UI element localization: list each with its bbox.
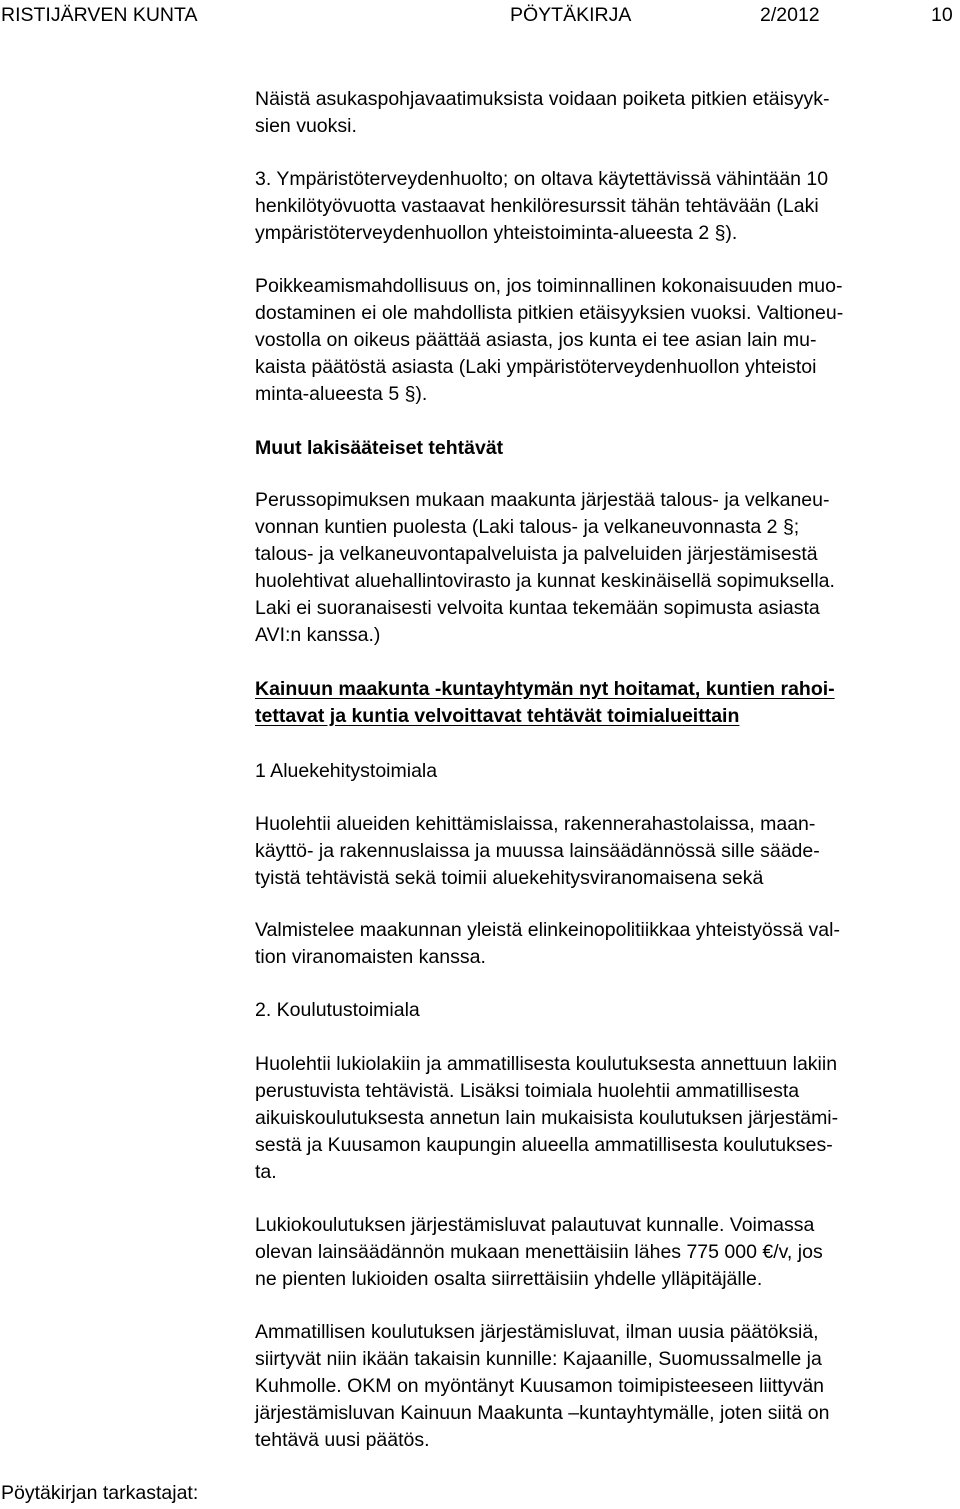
section-heading-tasks-by-sector: Kainuun maakunta -kuntayhtymän nyt hoitamat, kuntien rahoi- tettavat ja kuntia velvoittavat tehtävät toimialueittain	[255, 678, 835, 727]
paragraph-vocational-licences: Ammatillisen koulutuksen järjestämisluvat, ilman uusia päätöksiä, siirtyvät niin ikään takaisin kunnille: Kajaanille, Suomussalmelle ja Kuhmolle. OKM on myöntänyt Kuusamon toimipisteeseen liittyvän järjestämisluvan Kainuun Maakunta –kuntayhtymälle, joten siitä on tehtävä uusi päätös.	[255, 1321, 830, 1451]
paragraph-population-exception: Näistä asukaspohjavaatimuksista voidaan poiketa pitkien etäisyyk- sien vuoksi.	[255, 88, 830, 137]
paragraph-education-duties: Huolehtii lukiolakiin ja ammatillisesta koulutuksesta annettuun lakiin perustuvista tehtävistä. Lisäksi toimiala huolehtii ammatillisesta aikuiskoulutuksesta annetun lain mukaisista koulutuksen järjestämi- sestä ja Kuusamon kaupungin alueella ammatillisesta koulutukses- ta.	[255, 1053, 839, 1183]
header-document-type: PÖYTÄKIRJA	[510, 4, 632, 26]
paragraph-upper-secondary-licences: Lukiokoulutuksen järjestämisluvat palautuvat kunnalle. Voimassa olevan lainsäädännön mukaan menettäisiin lähes 775 000 €/v, jos ne pienten lukioiden osalta siirrettäisiin yhdelle ylläpitäjälle.	[255, 1214, 823, 1290]
paragraph-debt-counselling: Perussopimuksen mukaan maakunta järjestää talous- ja velkaneu- vonnan kuntien puolesta (Laki talous- ja velkaneuvonnasta 2 §; talous- ja velkaneuvontapalveluista ja palveluiden järjestämisestä huolehtivat aluehallintovirasto ja kunnat keskinäisellä sopimuksella. Laki ei suoranaisesti velvoita kuntaa tekemään sopimusta asiasta AVI:n kanssa.)	[255, 489, 835, 646]
paragraph-environmental-health: 3. Ympäristöterveydenhuolto; on oltava käytettävissä vähintään 10 henkilötyövuotta vastaavat henkilöresurssit tähän tehtävään (Laki ympäristöterveydenhuollon yhteistoiminta-alueesta 2 §).	[255, 168, 829, 244]
paragraph-regional-development-duties: Huolehtii alueiden kehittämislaissa, rakennerahastolaissa, maan- käyttö- ja rakennuslaissa ja muussa lainsäädännössä sille sääde- tyistä tehtävistä sekä toimii aluekehitysviranomaisena sekä	[255, 813, 820, 889]
subheading-regional-development: 1 Aluekehitystoimiala	[255, 760, 438, 782]
header-document-number: 2/2012	[760, 4, 820, 26]
paragraph-derogation: Poikkeamismahdollisuus on, jos toiminnallinen kokonaisuuden muo- dostaminen ei ole mahdollista pitkien etäisyyksien vuoksi. Valtioneu- vostolla on oikeus päättää asiasta, jos kunta ei tee asian lain mu- kaista päätöstä asiasta (Laki ympäristöterveydenhuollon yhteistoi minta-alueesta 5 §).	[255, 275, 844, 405]
footer-inspectors-label: Pöytäkirjan tarkastajat:	[1, 1482, 199, 1504]
header-municipality: RISTIJÄRVEN KUNTA	[1, 4, 198, 26]
header-page-number: 10	[931, 4, 953, 26]
subheading-education: 2. Koulutustoimiala	[255, 999, 420, 1021]
paragraph-business-policy: Valmistelee maakunnan yleistä elinkeinopolitiikkaa yhteistyössä val- tion viranomaisten kanssa.	[255, 919, 840, 968]
section-heading-statutory-tasks: Muut lakisääteiset tehtävät	[255, 437, 504, 459]
